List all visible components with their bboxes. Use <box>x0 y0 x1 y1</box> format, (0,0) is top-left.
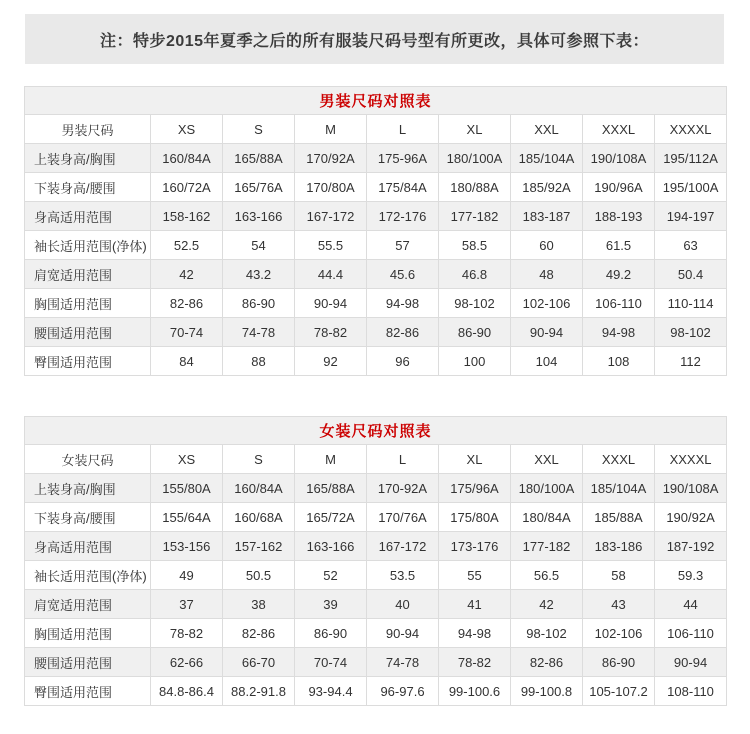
table-row <box>25 532 727 561</box>
value-cell: 44 <box>655 590 727 619</box>
value-cell: 37 <box>151 590 223 619</box>
row-label-cell: 臀围适用范围 <box>25 347 151 376</box>
value-cell: 41 <box>439 590 511 619</box>
row-label-cell: 臀围适用范围 <box>25 677 151 706</box>
value-cell: 66-70 <box>223 648 295 677</box>
value-cell: 180/100A <box>439 144 511 173</box>
size-header-cell: S <box>223 445 295 474</box>
size-header-cell: XXXXL <box>655 115 727 144</box>
value-cell: 190/96A <box>583 173 655 202</box>
value-cell: 70-74 <box>151 318 223 347</box>
table-title-row <box>25 87 727 115</box>
value-cell: 44.4 <box>295 260 367 289</box>
row-label-cell: 腰围适用范围 <box>25 318 151 347</box>
value-cell: 86-90 <box>295 619 367 648</box>
row-label-cell: 上装身高/胸围 <box>25 144 151 173</box>
value-cell: 86-90 <box>439 318 511 347</box>
row-label-cell: 腰围适用范围 <box>25 648 151 677</box>
value-cell: 195/100A <box>655 173 727 202</box>
value-cell: 48 <box>511 260 583 289</box>
value-cell: 74-78 <box>367 648 439 677</box>
row-label-cell: 袖长适用范围(净体) <box>25 561 151 590</box>
value-cell: 46.8 <box>439 260 511 289</box>
value-cell: 175-96A <box>367 144 439 173</box>
value-cell: 82-86 <box>367 318 439 347</box>
size-header-cell: XS <box>151 115 223 144</box>
value-cell: 112 <box>655 347 727 376</box>
table-row <box>25 347 727 376</box>
womens-size-table <box>24 416 727 706</box>
value-cell: 63 <box>655 231 727 260</box>
value-cell: 90-94 <box>655 648 727 677</box>
value-cell: 108 <box>583 347 655 376</box>
value-cell: 183-187 <box>511 202 583 231</box>
value-cell: 155/64A <box>151 503 223 532</box>
value-cell: 60 <box>511 231 583 260</box>
value-cell: 180/88A <box>439 173 511 202</box>
value-cell: 94-98 <box>583 318 655 347</box>
value-cell: 82-86 <box>511 648 583 677</box>
row-label-cell: 袖长适用范围(净体) <box>25 231 151 260</box>
value-cell: 104 <box>511 347 583 376</box>
value-cell: 167-172 <box>295 202 367 231</box>
value-cell: 175/84A <box>367 173 439 202</box>
value-cell: 185/88A <box>583 503 655 532</box>
value-cell: 38 <box>223 590 295 619</box>
size-header-cell: XL <box>439 445 511 474</box>
value-cell: 70-74 <box>295 648 367 677</box>
value-cell: 165/88A <box>295 474 367 503</box>
row-label-cell: 肩宽适用范围 <box>25 260 151 289</box>
value-cell: 170/76A <box>367 503 439 532</box>
value-cell: 57 <box>367 231 439 260</box>
size-header-cell: XXXL <box>583 445 655 474</box>
value-cell: 74-78 <box>223 318 295 347</box>
value-cell: 94-98 <box>439 619 511 648</box>
value-cell: 165/72A <box>295 503 367 532</box>
value-cell: 55.5 <box>295 231 367 260</box>
value-cell: 180/100A <box>511 474 583 503</box>
value-cell: 43 <box>583 590 655 619</box>
value-cell: 92 <box>295 347 367 376</box>
value-cell: 165/76A <box>223 173 295 202</box>
table-row <box>25 144 727 173</box>
value-cell: 49 <box>151 561 223 590</box>
value-cell: 96-97.6 <box>367 677 439 706</box>
value-cell: 177-182 <box>439 202 511 231</box>
row-label-cell: 身高适用范围 <box>25 202 151 231</box>
value-cell: 190/92A <box>655 503 727 532</box>
row-label-header-cell: 女装尺码 <box>25 445 151 474</box>
value-cell: 167-172 <box>367 532 439 561</box>
value-cell: 96 <box>367 347 439 376</box>
value-cell: 106-110 <box>583 289 655 318</box>
value-cell: 82-86 <box>223 619 295 648</box>
value-cell: 153-156 <box>151 532 223 561</box>
value-cell: 90-94 <box>367 619 439 648</box>
table-row <box>25 619 727 648</box>
value-cell: 99-100.6 <box>439 677 511 706</box>
value-cell: 39 <box>295 590 367 619</box>
value-cell: 84 <box>151 347 223 376</box>
size-header-cell: XXL <box>511 445 583 474</box>
value-cell: 165/88A <box>223 144 295 173</box>
value-cell: 177-182 <box>511 532 583 561</box>
value-cell: 108-110 <box>655 677 727 706</box>
value-cell: 172-176 <box>367 202 439 231</box>
value-cell: 55 <box>439 561 511 590</box>
value-cell: 102-106 <box>511 289 583 318</box>
table-title-row <box>25 417 727 445</box>
value-cell: 163-166 <box>295 532 367 561</box>
row-label-cell: 上装身高/胸围 <box>25 474 151 503</box>
size-header-cell: L <box>367 445 439 474</box>
row-label-cell: 下装身高/腰围 <box>25 173 151 202</box>
size-header-cell: L <box>367 115 439 144</box>
value-cell: 163-166 <box>223 202 295 231</box>
value-cell: 54 <box>223 231 295 260</box>
mens-table-body <box>25 144 727 376</box>
row-label-cell: 下装身高/腰围 <box>25 503 151 532</box>
mens-table-title: 男装尺码对照表 <box>25 87 727 115</box>
value-cell: 53.5 <box>367 561 439 590</box>
value-cell: 100 <box>439 347 511 376</box>
table-header-row <box>25 445 727 474</box>
table-row <box>25 231 727 260</box>
value-cell: 98-102 <box>655 318 727 347</box>
value-cell: 90-94 <box>511 318 583 347</box>
value-cell: 183-186 <box>583 532 655 561</box>
value-cell: 84.8-86.4 <box>151 677 223 706</box>
value-cell: 42 <box>151 260 223 289</box>
size-header-cell: XL <box>439 115 511 144</box>
value-cell: 78-82 <box>151 619 223 648</box>
value-cell: 175/96A <box>439 474 511 503</box>
value-cell: 170-92A <box>367 474 439 503</box>
value-cell: 106-110 <box>655 619 727 648</box>
value-cell: 62-66 <box>151 648 223 677</box>
value-cell: 160/84A <box>151 144 223 173</box>
note-text: 注：特步2015年夏季之后的所有服装尺码号型有所更改，具体可参照下表： <box>99 32 650 50</box>
value-cell: 50.5 <box>223 561 295 590</box>
value-cell: 160/72A <box>151 173 223 202</box>
row-label-header-cell: 男装尺码 <box>25 115 151 144</box>
row-label-cell: 身高适用范围 <box>25 532 151 561</box>
size-header-cell: XXXL <box>583 115 655 144</box>
value-cell: 93-94.4 <box>295 677 367 706</box>
value-cell: 105-107.2 <box>583 677 655 706</box>
value-cell: 45.6 <box>367 260 439 289</box>
row-label-cell: 胸围适用范围 <box>25 289 151 318</box>
value-cell: 190/108A <box>583 144 655 173</box>
note-banner <box>25 14 724 64</box>
table-row <box>25 648 727 677</box>
mens-size-table <box>24 86 727 376</box>
value-cell: 88 <box>223 347 295 376</box>
value-cell: 58.5 <box>439 231 511 260</box>
size-header-cell: M <box>295 445 367 474</box>
value-cell: 195/112A <box>655 144 727 173</box>
value-cell: 185/104A <box>583 474 655 503</box>
value-cell: 170/92A <box>295 144 367 173</box>
value-cell: 157-162 <box>223 532 295 561</box>
value-cell: 187-192 <box>655 532 727 561</box>
value-cell: 110-114 <box>655 289 727 318</box>
value-cell: 155/80A <box>151 474 223 503</box>
value-cell: 52 <box>295 561 367 590</box>
size-header-cell: XXXXL <box>655 445 727 474</box>
value-cell: 185/104A <box>511 144 583 173</box>
womens-table-body <box>25 474 727 706</box>
table-row <box>25 260 727 289</box>
value-cell: 78-82 <box>295 318 367 347</box>
table-row <box>25 202 727 231</box>
value-cell: 94-98 <box>367 289 439 318</box>
value-cell: 50.4 <box>655 260 727 289</box>
value-cell: 102-106 <box>583 619 655 648</box>
value-cell: 86-90 <box>223 289 295 318</box>
value-cell: 43.2 <box>223 260 295 289</box>
size-header-cell: XS <box>151 445 223 474</box>
table-row <box>25 677 727 706</box>
table-header-row <box>25 115 727 144</box>
value-cell: 61.5 <box>583 231 655 260</box>
value-cell: 190/108A <box>655 474 727 503</box>
value-cell: 98-102 <box>439 289 511 318</box>
value-cell: 82-86 <box>151 289 223 318</box>
size-header-cell: XXL <box>511 115 583 144</box>
value-cell: 170/80A <box>295 173 367 202</box>
table-row <box>25 173 727 202</box>
value-cell: 49.2 <box>583 260 655 289</box>
value-cell: 188-193 <box>583 202 655 231</box>
value-cell: 160/68A <box>223 503 295 532</box>
value-cell: 158-162 <box>151 202 223 231</box>
value-cell: 99-100.8 <box>511 677 583 706</box>
value-cell: 42 <box>511 590 583 619</box>
value-cell: 56.5 <box>511 561 583 590</box>
value-cell: 86-90 <box>583 648 655 677</box>
value-cell: 98-102 <box>511 619 583 648</box>
value-cell: 58 <box>583 561 655 590</box>
table-row <box>25 318 727 347</box>
value-cell: 160/84A <box>223 474 295 503</box>
value-cell: 40 <box>367 590 439 619</box>
size-header-cell: S <box>223 115 295 144</box>
value-cell: 59.3 <box>655 561 727 590</box>
value-cell: 88.2-91.8 <box>223 677 295 706</box>
row-label-cell: 肩宽适用范围 <box>25 590 151 619</box>
womens-table-title: 女装尺码对照表 <box>25 417 727 445</box>
table-row <box>25 503 727 532</box>
value-cell: 194-197 <box>655 202 727 231</box>
table-row <box>25 590 727 619</box>
size-header-cell: M <box>295 115 367 144</box>
table-row <box>25 289 727 318</box>
value-cell: 185/92A <box>511 173 583 202</box>
table-row <box>25 474 727 503</box>
table-row <box>25 561 727 590</box>
value-cell: 52.5 <box>151 231 223 260</box>
value-cell: 90-94 <box>295 289 367 318</box>
value-cell: 175/80A <box>439 503 511 532</box>
value-cell: 173-176 <box>439 532 511 561</box>
value-cell: 78-82 <box>439 648 511 677</box>
value-cell: 180/84A <box>511 503 583 532</box>
row-label-cell: 胸围适用范围 <box>25 619 151 648</box>
